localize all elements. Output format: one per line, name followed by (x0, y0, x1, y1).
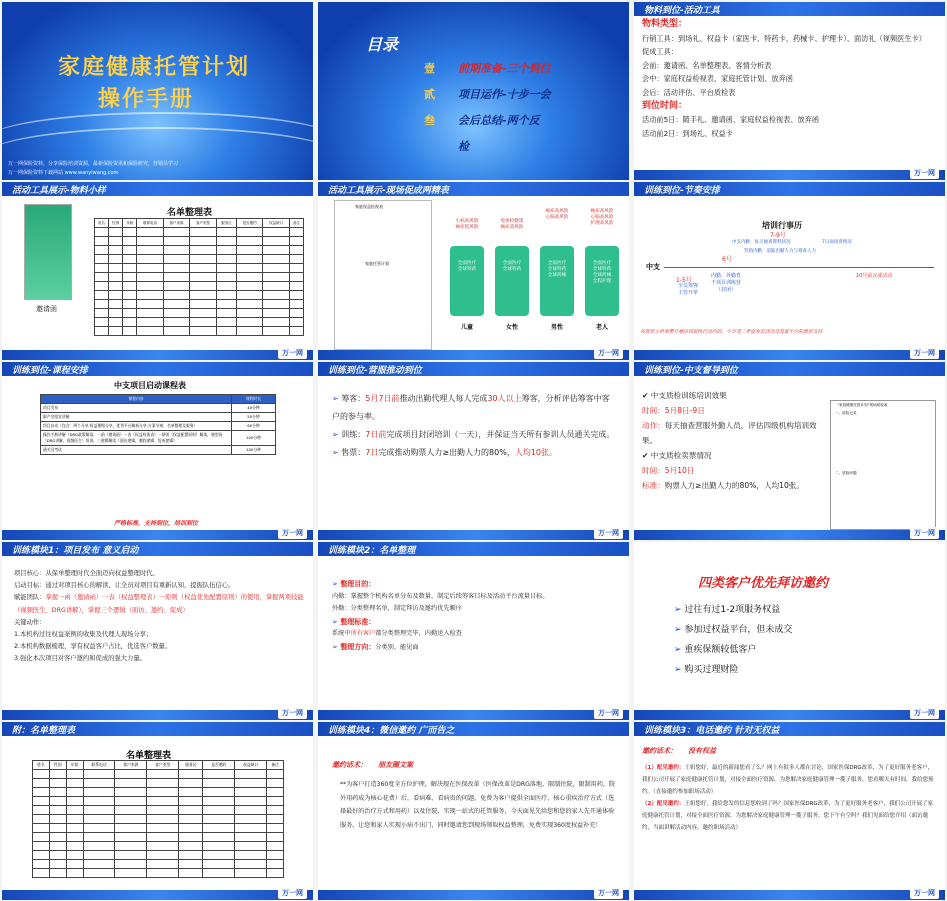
event-text: 营销内勤：追踪出勤人力与筹客人力 (744, 249, 816, 254)
brand-logo: 万一网 (910, 347, 939, 359)
course-content: 职产会组宣讲解 (41, 413, 232, 422)
table-row (33, 788, 284, 797)
supervision-bullet: ✔ 中支质检卖票情况 (642, 451, 712, 460)
list-table (94, 218, 304, 336)
m2-heading: ➢ 整理目的： (332, 578, 622, 591)
slide-header (318, 362, 629, 376)
materials-line: 活动前5日：随手礼、邀请函、家庭权益检视表、放弃函 (642, 115, 820, 125)
slide-header (2, 722, 313, 736)
materials-h2: 到位时间： (642, 100, 688, 111)
list-table (32, 760, 284, 878)
materials-h1: 物料类型： (642, 19, 688, 29)
materials-line: 会后：活动评估、平台质检表 (642, 87, 736, 97)
qc-form-title: “家庭健康托管计划”现场质检表 (837, 403, 888, 407)
course-col: 课程内容 (41, 395, 232, 404)
table-header-cell: 联系电话 (137, 219, 163, 228)
drive-text: 完成推动购票人力≥出勤人力的80%， (378, 448, 515, 457)
drive-point (332, 390, 617, 426)
brand-logo: 万一网 (278, 527, 307, 539)
form-subtitle: 家庭托管计划 (365, 261, 389, 266)
table-row (33, 779, 284, 788)
table-row (95, 264, 304, 273)
table-row (41, 431, 276, 446)
table-row (33, 770, 284, 779)
table-row (33, 869, 284, 878)
event-date: 1-5号 (676, 277, 692, 284)
course-content: 操作手册讲解（DRG政策解读，一函（邀请函）一表（权益检视表）一原则（权益配置原则）解读，典型场（DRG讲解、视频医生）培训，三逻辑解读（面访逻辑、邀约逻辑、促成逻辑） (41, 431, 232, 446)
table-row (33, 842, 284, 851)
slide-header-text: 训练到位-课程安排 (12, 366, 88, 376)
materials-line: 活动前2日：到场礼、权益卡 (642, 128, 733, 138)
table-row (41, 413, 276, 422)
drive-label: 售票： (341, 448, 366, 457)
table-header-cell: 年龄 (123, 219, 137, 228)
table-header-cell: 性别 (109, 219, 123, 228)
risk-label: 癌症高风险 心脑高风险 (545, 209, 569, 220)
phone-label: （2）配见邀约： (642, 801, 685, 807)
m2-line: 内勤：掌握整个机构名单分布及数量，制定后续筹客目标及活动平台流量目标。 (332, 592, 549, 600)
table-row (95, 291, 304, 300)
supervision-label: 标准： (642, 481, 665, 490)
brand-logo: 万一网 (278, 347, 307, 359)
materials-line: 促成工具： (642, 47, 678, 57)
course-duration: 100分钟 (232, 431, 276, 446)
drive-point (332, 426, 617, 444)
course-duration: 40分钟 (232, 404, 276, 413)
slide-footer (2, 890, 313, 900)
wechat-label: 邀约话术： (332, 761, 367, 769)
cover-tagline: 万一网保险资料，分享保险培训资源，最新保险资讯和保险研究，营销员学习 (8, 161, 179, 167)
table-row (41, 422, 276, 431)
drive-highlight: 7日前 (365, 430, 387, 439)
table-row (95, 327, 304, 336)
drive-text: 筹客，分析评估筹客中客户的参与率。 (332, 394, 610, 421)
event-text: 7日面谈客情况 (822, 240, 852, 245)
table-header-cell: 备注 (267, 761, 284, 770)
cover-title: 家庭健康托管计划 (58, 54, 251, 80)
m2-heading: ➢ 整理方向： (332, 643, 375, 651)
brand-logo: 万一网 (910, 887, 939, 899)
brand-logo: 万一网 (910, 527, 939, 539)
table-row (41, 446, 276, 455)
slide-module1[interactable] (2, 542, 313, 720)
materials-line: 会前：邀请函、名单整理表、客情分析表 (642, 60, 772, 70)
list-table-title: 名单整理表 (167, 208, 213, 218)
brand-logo: 万一网 (910, 707, 939, 719)
table-row (95, 300, 304, 309)
slide-header (2, 542, 313, 556)
slide-header (318, 182, 629, 196)
benefit-box: 全面医疗 全球特药 (450, 246, 484, 316)
slide-header (2, 362, 313, 376)
table-header-cell: 权益缺口 (263, 219, 289, 228)
materials-line: 会中：家庭权益检视表、家庭托管计划、放弃函 (642, 74, 793, 84)
drive-highlight: 7日 (365, 448, 379, 457)
supervision-date: 5月8日-9日 (664, 406, 705, 415)
course-note: 严格标准，支持到位，培训到位 (114, 520, 199, 527)
table-row (33, 860, 284, 869)
slide-header (634, 2, 945, 16)
slide-header-text: 活动工具展示-物料小样 (12, 186, 106, 196)
table-header-cell: 客户类型 (190, 219, 216, 228)
table-row (33, 815, 284, 824)
risk-cards (446, 209, 626, 348)
event-text: 内勤、外勤育 干项目训练营 （封闭） (710, 273, 741, 293)
course-duration: 50分钟 (232, 413, 276, 422)
table-header-cell: 是否邀约 (203, 761, 235, 770)
table-header-cell: 是否邀约 (236, 219, 262, 228)
m1-line: 3.强化本次项目对客户邀约和促成的强大力量。 (14, 655, 146, 663)
slide-footer (318, 350, 629, 360)
m1-label: 赋能团队： (14, 594, 46, 602)
risk-label: 癌症高风险 心脑高风险 护理高风险 (590, 209, 614, 226)
materials-line: 行销工具：到场礼、权益卡（家医卡、特药卡、药械卡、护理卡）、面访礼（视频医生卡） (642, 33, 926, 43)
slide-footer (634, 710, 945, 720)
brand-logo: 万一网 (594, 707, 623, 719)
toc-item[interactable]: 前期准备-三个到位 (458, 62, 551, 75)
risk-label: 小病高风险 癌症低风险 (455, 219, 479, 230)
drive-label: 训练： (341, 430, 366, 439)
risk-label: 免体检健康 癌症高风险 (500, 219, 524, 230)
slide-header-text: 活动工具展示-现场促成两精表 (328, 186, 449, 196)
table-header-cell: 联系电话 (83, 761, 115, 770)
m1-line: 启动目标：通过对项目核心的解读，让全员对项目有重新认知，提振队伍信心。 (14, 582, 235, 590)
priority-item: ➢ 购买过理财险 (674, 660, 934, 680)
slide-footer (634, 530, 945, 540)
toc-item[interactable]: 会后总结-两个反 (458, 114, 540, 127)
benefit-box: 全面医疗 全球特药 全球药械 全程护理 (585, 246, 619, 316)
phone-text: 王姐您好，我给您发的信息您收到了吗？国家医保DRG改革，为了更好服务老客户，我们公司开展了家庭健康托管计划，对接全面医疗资源，为您解决家庭健康管理一揽子服务，您下午有空吗？我们见面给您介绍（面访邀约，当面讲解活动内容，邀约职场活动） (642, 801, 934, 831)
timeline-title: 培训行事历 (762, 221, 802, 230)
slide-footer (634, 350, 945, 360)
drive-highlight: 人均10张。 (514, 448, 558, 457)
slide-timeline[interactable] (634, 182, 945, 360)
table-row (95, 237, 304, 246)
event-text: 10号前完成活动 (856, 273, 893, 279)
priority-item: ➢ 过往有过1-2项服务权益 (674, 600, 934, 620)
slide-header (634, 182, 945, 196)
table-row (95, 246, 304, 255)
segment-label: 儿童 (460, 324, 473, 331)
slide-header-text: 训练到位-中支督导到位 (644, 366, 738, 376)
slide-header-text: 物料到位-活动工具 (644, 6, 720, 16)
course-col: 课程时长 (232, 395, 276, 404)
course-table (40, 394, 276, 455)
slide-forms[interactable] (318, 182, 629, 360)
priority-item: ➢ 参加过权益平台，但未成交 (674, 620, 934, 640)
form-title: 家庭权益检视表 (355, 204, 383, 209)
slide-header (634, 722, 945, 736)
m1-line: 2.本机构数据梳理，享有权益客户占比，优选客户数量。 (14, 643, 172, 651)
table-row (95, 309, 304, 318)
drive-highlight: 30人以上 (487, 394, 522, 403)
table-row (33, 833, 284, 842)
table-header-cell: 年龄 (66, 761, 83, 770)
slide-header-text: 训练模块4：微信邀约 广而告之 (328, 726, 455, 736)
slide-footer (2, 530, 313, 540)
slide-priority[interactable] (634, 542, 945, 720)
table-row (95, 228, 304, 237)
slide-header-text: 训练模块3：电话邀约 针对无权益 (644, 726, 780, 736)
timeline-note: 各营销主担事要开展培训提统行动内的，不享受二季度客宏活动反流量平台的费用支持 (640, 330, 823, 335)
slide-materials[interactable] (634, 2, 945, 180)
slide-module2[interactable] (318, 542, 629, 720)
segment-label: 女性 (505, 324, 518, 331)
toc-num: 贰 (424, 88, 435, 101)
slide-cover[interactable] (2, 2, 313, 180)
qc-form-section: 一、质检记录 (835, 411, 857, 415)
slide-header (2, 182, 313, 196)
slide-header (634, 362, 945, 376)
brand-logo: 万一网 (278, 887, 307, 899)
m2-text: 都分类整理完毕，内勤送入检查 (375, 630, 462, 637)
table-row (33, 797, 284, 806)
table-row (95, 255, 304, 264)
toc-num: 壹 (424, 62, 435, 75)
drive-highlight: 5月7日前 (365, 394, 400, 403)
slide-wechat[interactable] (318, 722, 629, 900)
benefit-box: 全面医疗 全球特药 全球药械 (540, 246, 574, 316)
course-duration: 60分钟 (232, 422, 276, 431)
slide-list-table[interactable] (2, 722, 313, 900)
table-header-cell: 客户类型 (147, 761, 179, 770)
event-date: 6号 (722, 256, 732, 263)
slide-footer (318, 710, 629, 720)
supervision-label: 时间： (642, 406, 665, 415)
m1-line: 1.本机构过往权益案例的收集及代理人现场分享； (14, 631, 153, 639)
table-header-cell: 备注 (289, 219, 303, 228)
course-title: 中支项目启动课程表 (114, 381, 186, 390)
slide-footer (634, 890, 945, 900)
event-date: 7-9号 (770, 232, 786, 239)
slide-material-samples[interactable] (2, 182, 313, 360)
table-header-cell: 服务区 (179, 761, 203, 770)
toc-item[interactable]: 检 (458, 140, 469, 153)
table-header-cell: 服务区 (216, 219, 236, 228)
slide-footer (634, 170, 945, 180)
toc-num: 叁 (424, 114, 435, 127)
m2-text: 系统中 (332, 630, 351, 637)
supervision-label: 动作： (642, 421, 665, 430)
supervision-text: 购票人力≥出勤人力的80%，人均10张。 (664, 481, 804, 490)
slide-footer (318, 890, 629, 900)
slide-toc[interactable] (318, 2, 629, 180)
supervision-label: 时间： (642, 466, 665, 475)
cover-subtitle: 操作手册 (98, 86, 195, 112)
timeline-start: 中支 (646, 263, 660, 271)
slide-header-text: 附：名单整理表 (12, 726, 76, 736)
table-header-cell: 客户来源 (115, 761, 147, 770)
m1-highlight: 掌握一函（邀请函）一表（权益整理表）一原则（权益优先配置原则）的使用，掌握两项技能（视频医生、DRG讲解），掌握三个逻辑（面访、邀约、促成） (14, 594, 304, 614)
slide-footer (2, 710, 313, 720)
drive-text: 完成项目封闭培训（一天），并保证当天所有参训人员通关完成。 (386, 430, 615, 439)
supervision-bullet: ✔ 中支质检训练培训效果 (642, 391, 727, 400)
course-content: 项目发布 (41, 404, 232, 413)
segment-label: 老人 (595, 324, 608, 331)
m2-heading: ➢ 整理标准： (332, 616, 622, 629)
supervision-date: 5月10日 (664, 466, 695, 475)
supervision-text: 中支质检卖票情况 (650, 451, 712, 460)
benefit-box: 全面医疗 全球特药 (495, 246, 529, 316)
slide-header-text: 训练到位-营服推动到位 (328, 366, 422, 376)
table-header-cell: 权益缺口 (235, 761, 267, 770)
brand-logo: 万一网 (594, 527, 623, 539)
timeline-axis (664, 267, 934, 268)
list-table-title: 名单整理表 (126, 751, 172, 761)
supervision-text: 中支质检训练培训效果 (650, 391, 727, 400)
table-row (95, 282, 304, 291)
cover-site: 万一网保险资料下载网站 www.wanyiwang.com (8, 170, 119, 176)
event-text: 全员筹客 主管开单 (677, 283, 698, 296)
m2-highlight: 所有客户 (350, 630, 376, 637)
slide-course[interactable] (2, 362, 313, 540)
drive-label: 筹客： (341, 394, 366, 403)
m1-line: 项目核心：从保单整理时代全面迈向权益整理时代。 (14, 570, 159, 577)
table-row (33, 851, 284, 860)
slide-supervision[interactable] (634, 362, 945, 540)
course-duration: 150分钟 (232, 446, 276, 455)
slide-header-text: 训练到位-节奏安排 (644, 186, 720, 196)
table-header-cell: 姓名 (95, 219, 109, 228)
phone-label2: 没有权益 (688, 747, 716, 755)
wechat-label2: 朋友圈文案 (378, 761, 413, 769)
brand-logo: 万一网 (910, 167, 939, 179)
priority-title: 四类客户优先拜访邀约 (698, 576, 829, 591)
toc-label: 目录 (366, 35, 399, 54)
supervision-text: 每天抽查营服外勤人员，评估四级机构培训效果。 (642, 421, 817, 445)
wechat-body: **为客户打造360度全方位护理，解决现在医保改革（医保改革是DRG落地，限制住院、限制用药，院外用药成为核心花费）后，看病难、看病贵的问题。免费为客户提供全面医疗、核心重疾治疗方式（选择最好的治疗方式和用药）以及住院，实现一站式的托管服务，今天面见先给您和您的家人先开通体验服务，让您和家人实现小病不出门，同时邀请您到现场领取权益整理，免费实现360度权益补充！ (340, 781, 616, 829)
qc-form (830, 400, 936, 530)
course-content: 项目启动（包含：两个分享·权益理赔分享，优秀平台解析分享;方案节奏、名单整理及服务） (41, 422, 232, 431)
slide-drive[interactable] (318, 362, 629, 540)
segment-label: 男性 (550, 324, 563, 331)
table-row (95, 318, 304, 327)
slide-header-text: 训练模块1：项目发布 意义启动 (12, 546, 139, 556)
form-preview (334, 200, 432, 350)
m2-line: 外勤：分类整理名单，制定拜访及邀约优先顺序 (332, 605, 462, 612)
slide-phone[interactable] (634, 722, 945, 900)
table-header-cell: 性别 (49, 761, 66, 770)
m2-text: 分类别、能见面 (375, 643, 419, 651)
phone-label: 邀约话术： (642, 747, 677, 755)
table-row (95, 273, 304, 282)
table-header-cell: 客户来源 (163, 219, 189, 228)
phone-text: 王姐您好，最近的新闻您看了么？网上有很多人都在讨论，国家医保DRG改革，为了更好服务老客户，我们公司开展了家庭健康托管计划，对接全面医疗资源，为您解决家庭健康管理一揽子服务，您看哪天有时间，我给您预约。（直接邀约参加职场活动） (642, 765, 934, 795)
slide-header-text: 训练模块2：名单整理 (328, 546, 416, 556)
slide-header (318, 722, 629, 736)
toc-item[interactable]: 项目运作-十步一会 (458, 88, 551, 101)
phone-label: （1）配见邀约： (642, 765, 685, 771)
slide-footer (318, 530, 629, 540)
table-row (33, 806, 284, 815)
priority-item: ➢ 重疾保额较低客户 (674, 640, 934, 660)
drive-text: 推动出勤代理人每人完成 (399, 394, 488, 403)
event-text: 中支内勤：每天抽查资料状况 (732, 240, 791, 245)
slide-footer (2, 350, 313, 360)
table-row (41, 404, 276, 413)
m1-line: 关键动作： (14, 618, 46, 626)
brand-logo: 万一网 (594, 887, 623, 899)
brand-logo: 万一网 (594, 347, 623, 359)
table-header-cell: 姓名 (33, 761, 50, 770)
slide-header (318, 542, 629, 556)
course-content: 通关及考试 (41, 446, 232, 455)
drive-point (332, 444, 617, 462)
invitation-caption: 邀请函 (36, 305, 57, 313)
invitation-card-image (24, 204, 72, 300)
brand-logo: 万一网 (278, 707, 307, 719)
table-row (33, 824, 284, 833)
qc-form-section: 二、质检问题 (835, 471, 857, 475)
